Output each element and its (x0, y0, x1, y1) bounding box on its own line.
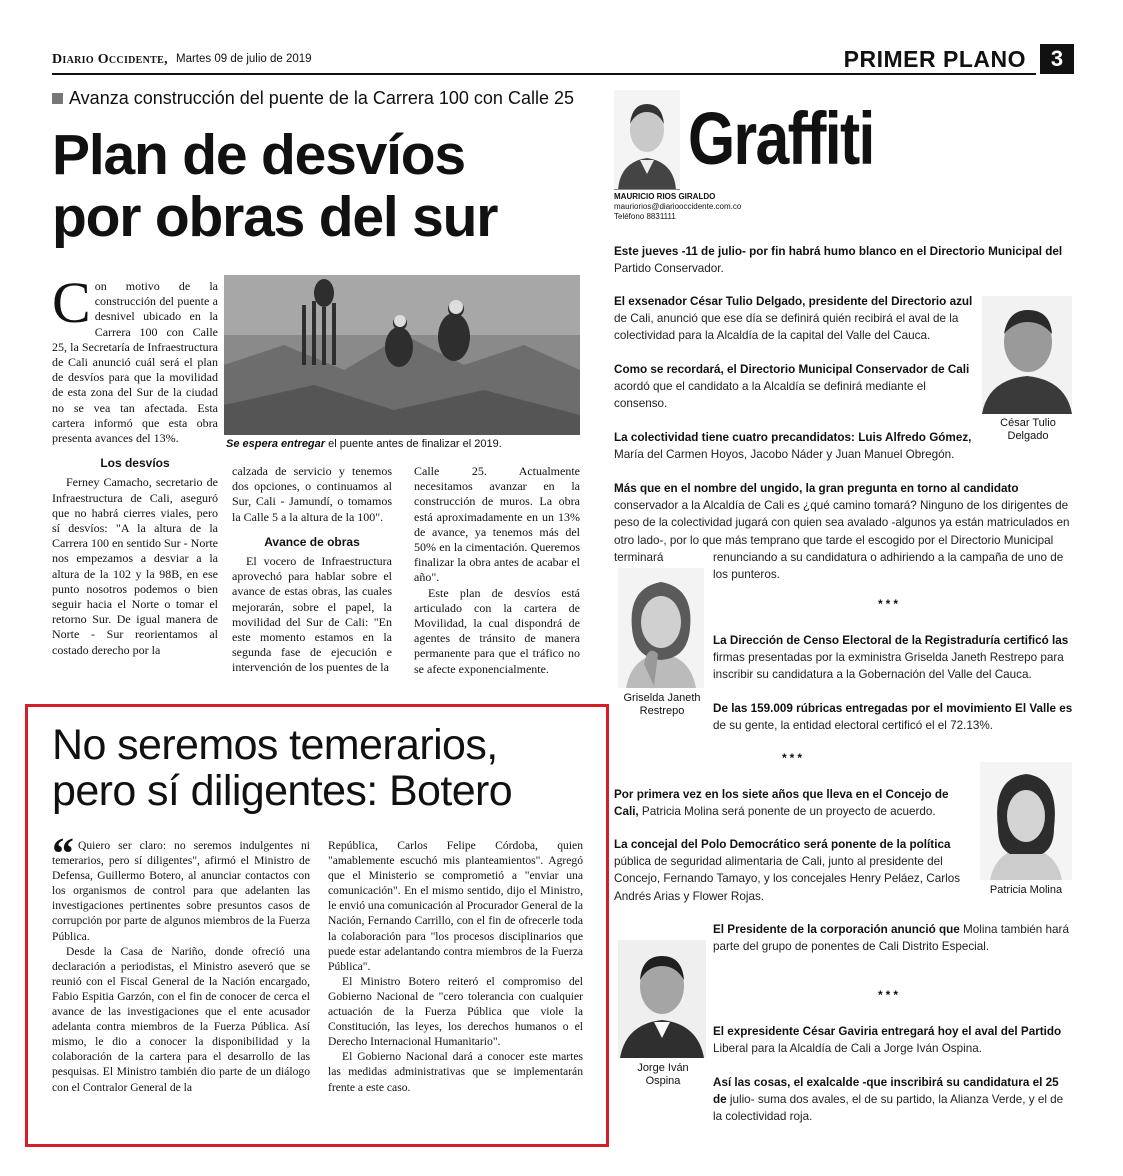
kicker-text: Avanza construcción del puente de la Carrera 100 con Calle 25 (69, 88, 574, 108)
subhead-desvios: Los desvíos (100, 456, 170, 471)
graffiti-item-8 (614, 786, 976, 820)
caption-restrepo (614, 692, 710, 718)
graffiti-item-12 (713, 1074, 1075, 1126)
portrait-ospina (618, 940, 706, 1058)
separator-stars: *** (878, 597, 902, 611)
caption-line: Delgado (1007, 430, 1049, 442)
author-block (614, 192, 741, 222)
masthead: Diario Occidente, (52, 52, 168, 67)
caption-delgado (984, 417, 1072, 443)
item-body: Partido Conservador. (614, 262, 724, 276)
item-body: María del Carmen Hoyos, Jacobo Náder y Juan Manuel Obregón. (614, 448, 955, 462)
open-quote-icon: “ (52, 829, 74, 878)
item-body: de Cali, anunció que ese día se definirá quién recibirá el aval de la colectividad para la Alcaldía de la capital del Valle del Cauca. (614, 312, 959, 343)
item-body: Molina también hará parte del grupo de ponentes de Cali Distrito Especial. (713, 923, 1069, 954)
graffiti-item-11 (713, 1023, 1075, 1057)
headline2-line-1: No seremos temerarios, (52, 721, 498, 769)
portrait-restrepo (618, 568, 704, 688)
graffiti-item-7 (713, 700, 1075, 734)
item-lead: La colectividad tiene cuatro precandidatos: Luis Alfredo Gómez, (614, 431, 972, 444)
second-para-4: El Ministro Botero reiteró el compromiso del Gobierno Nacional de "cero tolerancia con cualquier actuación de la Fuerza Pública que viole la Constitución, las leyes, los derechos humanos o el Derecho Internacional Humanitario". (328, 974, 583, 1049)
header-rule (52, 73, 1036, 75)
graffiti-item-10 (713, 921, 1075, 955)
caption-rest: el puente antes de finalizar el 2019. (325, 438, 502, 450)
item-lead: Así las cosas, el exalcalde -que inscribirá su candidatura el 25 de (713, 1076, 1059, 1107)
dropcap: C (52, 270, 91, 335)
second-headline (52, 722, 592, 814)
lead-kicker (52, 88, 574, 109)
author-name: MAURICIO RIOS GIRALDO (614, 192, 716, 201)
graffiti-item-1 (614, 243, 1074, 277)
author-photo (614, 90, 680, 190)
page-header (52, 48, 1074, 76)
author-email: mauriorios@diariooccidente.com.co (614, 202, 742, 211)
lead-col-1 (52, 270, 218, 658)
caption-line: César Tulio (1000, 417, 1056, 429)
photo-caption (226, 438, 502, 450)
headline2-line-2: pero sí diligentes: Botero (52, 767, 513, 815)
graffiti-item-9 (614, 836, 976, 905)
graffiti-item-6 (713, 632, 1075, 684)
separator-stars: *** (878, 988, 902, 1002)
section-label: PRIMER PLANO (843, 46, 1026, 72)
lead-para-4: Calle 25. Actualmente necesitamos avanzar en la construcción de muros. La obra está aproximadamente en un 13% de avance, ya tenemos más del 50% en la cimentación. Queremos finalizar la obra antes de acabar el año". (414, 464, 580, 585)
item-lead: La Dirección de Censo Electoral de la Registraduría certificó las (713, 634, 1069, 647)
column-title: Graffiti (688, 97, 874, 180)
construction-photo (224, 275, 580, 435)
lead-col-3 (414, 464, 580, 677)
graffiti-item-4 (614, 429, 976, 463)
item-lead: Este jueves -11 de julio- por fin habrá humo blanco en el Directorio Municipal del (614, 245, 1063, 258)
item-body: conservador a la Alcaldía de Cali es ¿qué camino tomará? Ninguno de los dirigentes de peso de la colectividad jugará con quien sea avalado -algunos ya están matriculados en otro lado-, por lo que más temprano que tarde el escogido por el Directorio Municipal terminará (614, 499, 1070, 564)
subhead-avance: Avance de obras (264, 534, 360, 549)
portrait-molina (980, 762, 1072, 880)
item-body: julio- suma dos avales, el de su partido, la Alianza Verde, y el de la colectividad roja. (713, 1093, 1064, 1124)
lead-para-2: calzada de servicio y tenemos dos opciones, o continuamos al Sur, Cali - Jamundí, o tomamos la Calle 5 a la altura de la 100". (232, 464, 392, 524)
second-col-1 (52, 829, 310, 1095)
second-para-1: Quiero ser claro: no seremos indulgentes ni temerarios, pero sí diligentes", afirmó el Ministro de Defensa, Guillermo Botero, al anunciar contactos con los organismos de control para que adelanten las investigaciones pertinentes sobre presuntos casos de corrupción por parte de algunos miembros de la Fuerza Pública. (52, 839, 310, 943)
item-body: de su gente, la entidad electoral certificó el el 72.13%. (713, 719, 994, 733)
item-lead: La concejal del Polo Democrático será ponente de la política (614, 838, 951, 851)
item-body: pública de seguridad alimentaria de Cali, junto al presidente del Concejo, Fernando Tamayo, y los concejales Henry Peláez, Carlos Andrés Arias y Flower Rojas. (614, 855, 961, 903)
kicker-square-icon (52, 93, 63, 104)
portrait-delgado (982, 296, 1072, 414)
caption-ospina (616, 1062, 710, 1088)
caption-line: Griselda Janeth (623, 692, 701, 704)
caption-line: Jorge Iván (637, 1062, 689, 1074)
item-lead: El Presidente de la corporación anunció que (713, 923, 960, 936)
author-phone: Teléfono 8831111 (614, 212, 676, 221)
lead-para-5: Este plan de desvíos está articulado con la cartera de Movilidad, la cual dispondrá de agentes de tránsito de manera permanente para que el tráfico no se afecte exponencialmente. (414, 585, 580, 676)
separator-stars: *** (782, 751, 806, 765)
caption-bold: Se espera entregar (226, 438, 326, 450)
caption-line: Ospina (645, 1075, 681, 1087)
graffiti-item-3 (614, 361, 976, 413)
graffiti-item-2 (614, 293, 976, 345)
page-number: 3 (1040, 44, 1074, 74)
headline-line-2: por obras del sur (52, 185, 498, 249)
item-lead: El exsenador César Tulio Delgado, presidente del Directorio azul (614, 295, 973, 308)
item-lead: Por primera vez en los siete años que lleva en el Concejo de Cali, (614, 788, 949, 819)
item-body: renunciando a su candidatura o adhiriendo a la campaña de uno de los punteros. (713, 551, 1064, 582)
lead-headline (52, 124, 612, 248)
caption-molina: Patricia Molina (989, 884, 1063, 896)
issue-date: Martes 09 de julio de 2019 (176, 53, 312, 65)
lead-para-3: El vocero de Infraestructura aprovechó para hablar sobre el avance de estas obras, las cuales mejorarán, sobre el papel, la movilidad del Sur de Cali: "En este momento estamos en la segunda fase de ejecución e intervención de los puentes de la (232, 554, 392, 675)
item-body: firmas presentadas por la exministra Griselda Janeth Restrepo para inscribir su candidatura a la Gobernación del Valle del Cauca. (713, 651, 1064, 682)
caption-line: Restrepo (639, 705, 685, 717)
item-body: Liberal para la Alcaldía de Cali a Jorge Iván Ospina. (713, 1042, 982, 1056)
item-lead: El expresidente César Gaviria entregará hoy el aval del Partido (713, 1025, 1062, 1038)
graffiti-item-5b (713, 549, 1075, 583)
headline-line-1: Plan de desvíos (52, 123, 465, 187)
lead-col-2 (232, 464, 392, 676)
lead-intro: on motivo de la construcción del puente a desnivel ubicado en la Carrera 100 con Calle 25, la Secretaría de Infraestructura de Cali anunció cuál será el plan de desvíos para que la movilidad de esta zona del Sur de la ciudad no se vea tan afectada. Esta cartera informó que esta obra presenta avances del 13%. (52, 279, 218, 446)
second-para-3: República, Carlos Felipe Córdoba, quien "amablemente escuchó mis planteamientos". Agregó que el Ministerio se comprometió a "enviar una comunicación". En el mismo sentido, dijo el Ministro, le envió una comunicación al Procurador General de la Nación, Fernando Carrillo, con el fin de ofrecerle toda la colaboración para "los procesos disciplinarios que puede estar adelantando contra miembros de la Fuerza Pública". (328, 839, 583, 973)
item-lead: Como se recordará, el Directorio Municipal Conservador de Cali (614, 363, 970, 376)
item-lead: Más que en el nombre del ungido, la gran pregunta en torno al candidato (614, 482, 1019, 495)
second-para-2: Desde la Casa de Nariño, donde ofreció una declaración a periodistas, el Ministro aseveró que se reunió con el Fiscal General de la Nación encargado, Fabio Espitia Garzón, con el fin de conocer de cerca el avance de las investigaciones que el ente acusador adelanta contra miembros de la Fuerza Pública. Así mismo, le dio a conocer la disponibilidad y la colaboración de la cartera para el desarrollo de las pesquisas. El Ministro también dio parte de un diálogo con el Contralor General de la (52, 944, 310, 1094)
lead-para-1: Ferney Camacho, secretario de Infraestructura de Cali, aseguró que no habrá cierres viales, pero sí desvíos: "A la altura de la Carrera 100 en sentido Sur - Norte nos empezamos a desviar a la altura de la 102 y la 98B, en ese punto nosotros podemos o bien seguir hacia el Norte o tomar el retorno Sur. De igual manera de Norte - Sur reorientamos al costado derecho por la (52, 475, 218, 657)
item-body: acordó que el candidato a la Alcaldía se definirá mediante el consenso. (614, 380, 926, 411)
second-col-2 (328, 838, 583, 1095)
item-lead: De las 159.009 rúbricas entregadas por el movimiento El Valle es (713, 702, 1073, 715)
item-body: Patricia Molina será ponente de un proyecto de acuerdo. (638, 805, 936, 819)
second-para-5: El Gobierno Nacional dará a conocer este martes las medidas administrativas que se implementarán frente a este caso. (328, 1050, 583, 1094)
